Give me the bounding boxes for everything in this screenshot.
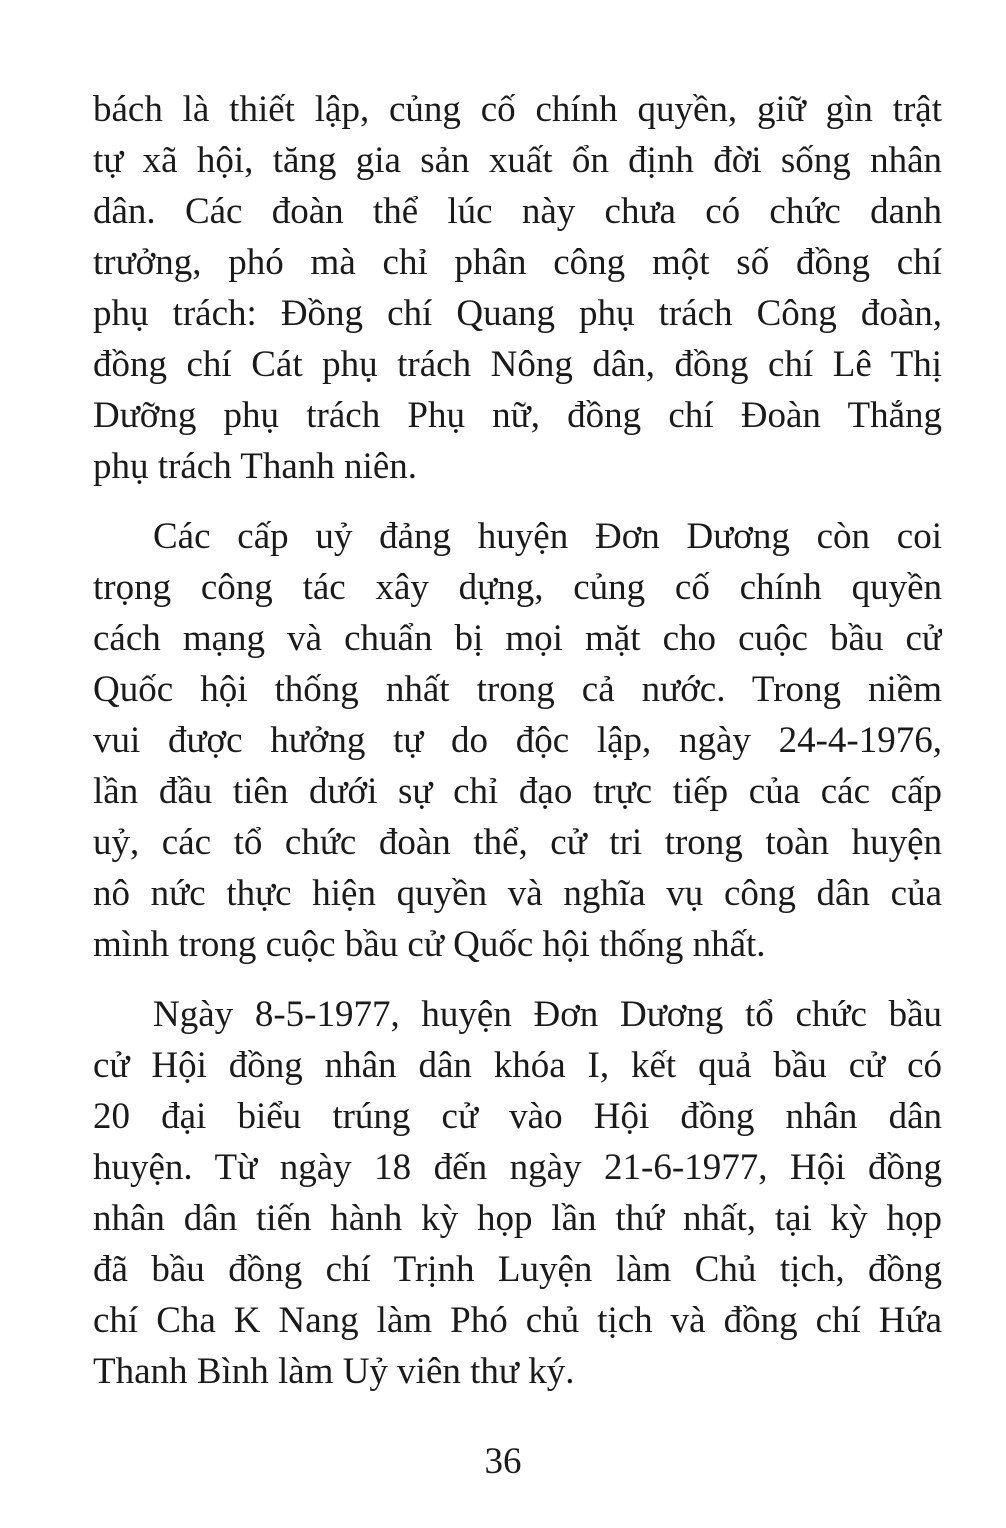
text-line: huyện. Từ ngày 18 đến ngày 21-6-1977, Hội đồng	[93, 1147, 942, 1188]
body-text	[93, 84, 942, 1397]
text-line: bách là thiết lập, củng cố chính quyền, giữ gìn trật	[93, 89, 942, 130]
text-line: vui được hưởng tự do độc lập, ngày 24-4-1976,	[93, 720, 942, 761]
text-line: nô nức thực hiện quyền và nghĩa vụ công dân của	[93, 873, 942, 914]
text-line: lần đầu tiên dưới sự chỉ đạo trực tiếp của các cấp	[93, 771, 942, 812]
text-line: uỷ, các tổ chức đoàn thể, cử tri trong toàn huyện	[93, 822, 942, 863]
text-line: nhân dân tiến hành kỳ họp lần thứ nhất, tại kỳ họp	[93, 1198, 942, 1239]
text-line: Thanh Bình làm Uỷ viên thư ký.	[93, 1351, 575, 1392]
text-line: trưởng, phó mà chỉ phân công một số đồng chí	[93, 242, 942, 283]
text-line: cách mạng và chuẩn bị mọi mặt cho cuộc bầu cử	[93, 618, 942, 659]
text-line: đã bầu đồng chí Trịnh Luyện làm Chủ tịch, đồng	[93, 1249, 942, 1290]
text-line: tự xã hội, tăng gia sản xuất ổn định đời sống nhân	[93, 140, 942, 181]
paragraph-gap	[93, 492, 942, 511]
text-line: dân. Các đoàn thể lúc này chưa có chức danh	[93, 191, 942, 232]
paragraph-3	[93, 989, 942, 1397]
text-line: mình trong cuộc bầu cử Quốc hội thống nhất.	[93, 924, 766, 965]
text-line: Quốc hội thống nhất trong cả nước. Trong niềm	[93, 669, 942, 710]
text-line: phụ trách: Đồng chí Quang phụ trách Công đoàn,	[93, 293, 942, 334]
text-line: chí Cha K Nang làm Phó chủ tịch và đồng chí Hứa	[93, 1300, 942, 1341]
text-line: 20 đại biểu trúng cử vào Hội đồng nhân dân	[93, 1096, 942, 1137]
text-line: Các cấp uỷ đảng huyện Đơn Dương còn coi	[153, 516, 942, 557]
text-line: trọng công tác xây dựng, củng cố chính quyền	[93, 567, 942, 608]
text-line: cử Hội đồng nhân dân khóa I, kết quả bầu cử có	[93, 1045, 942, 1086]
text-line: Ngày 8-5-1977, huyện Đơn Dương tổ chức bầu	[153, 994, 942, 1035]
paragraph-2	[93, 511, 942, 970]
text-line: Dưỡng phụ trách Phụ nữ, đồng chí Đoàn Thắng	[93, 395, 942, 436]
page-number: 36	[484, 1441, 522, 1482]
paragraph-1	[93, 84, 942, 492]
paragraph-gap	[93, 970, 942, 989]
text-line: phụ trách Thanh niên.	[93, 446, 418, 487]
text-line: đồng chí Cát phụ trách Nông dân, đồng chí Lê Thị	[93, 344, 942, 385]
